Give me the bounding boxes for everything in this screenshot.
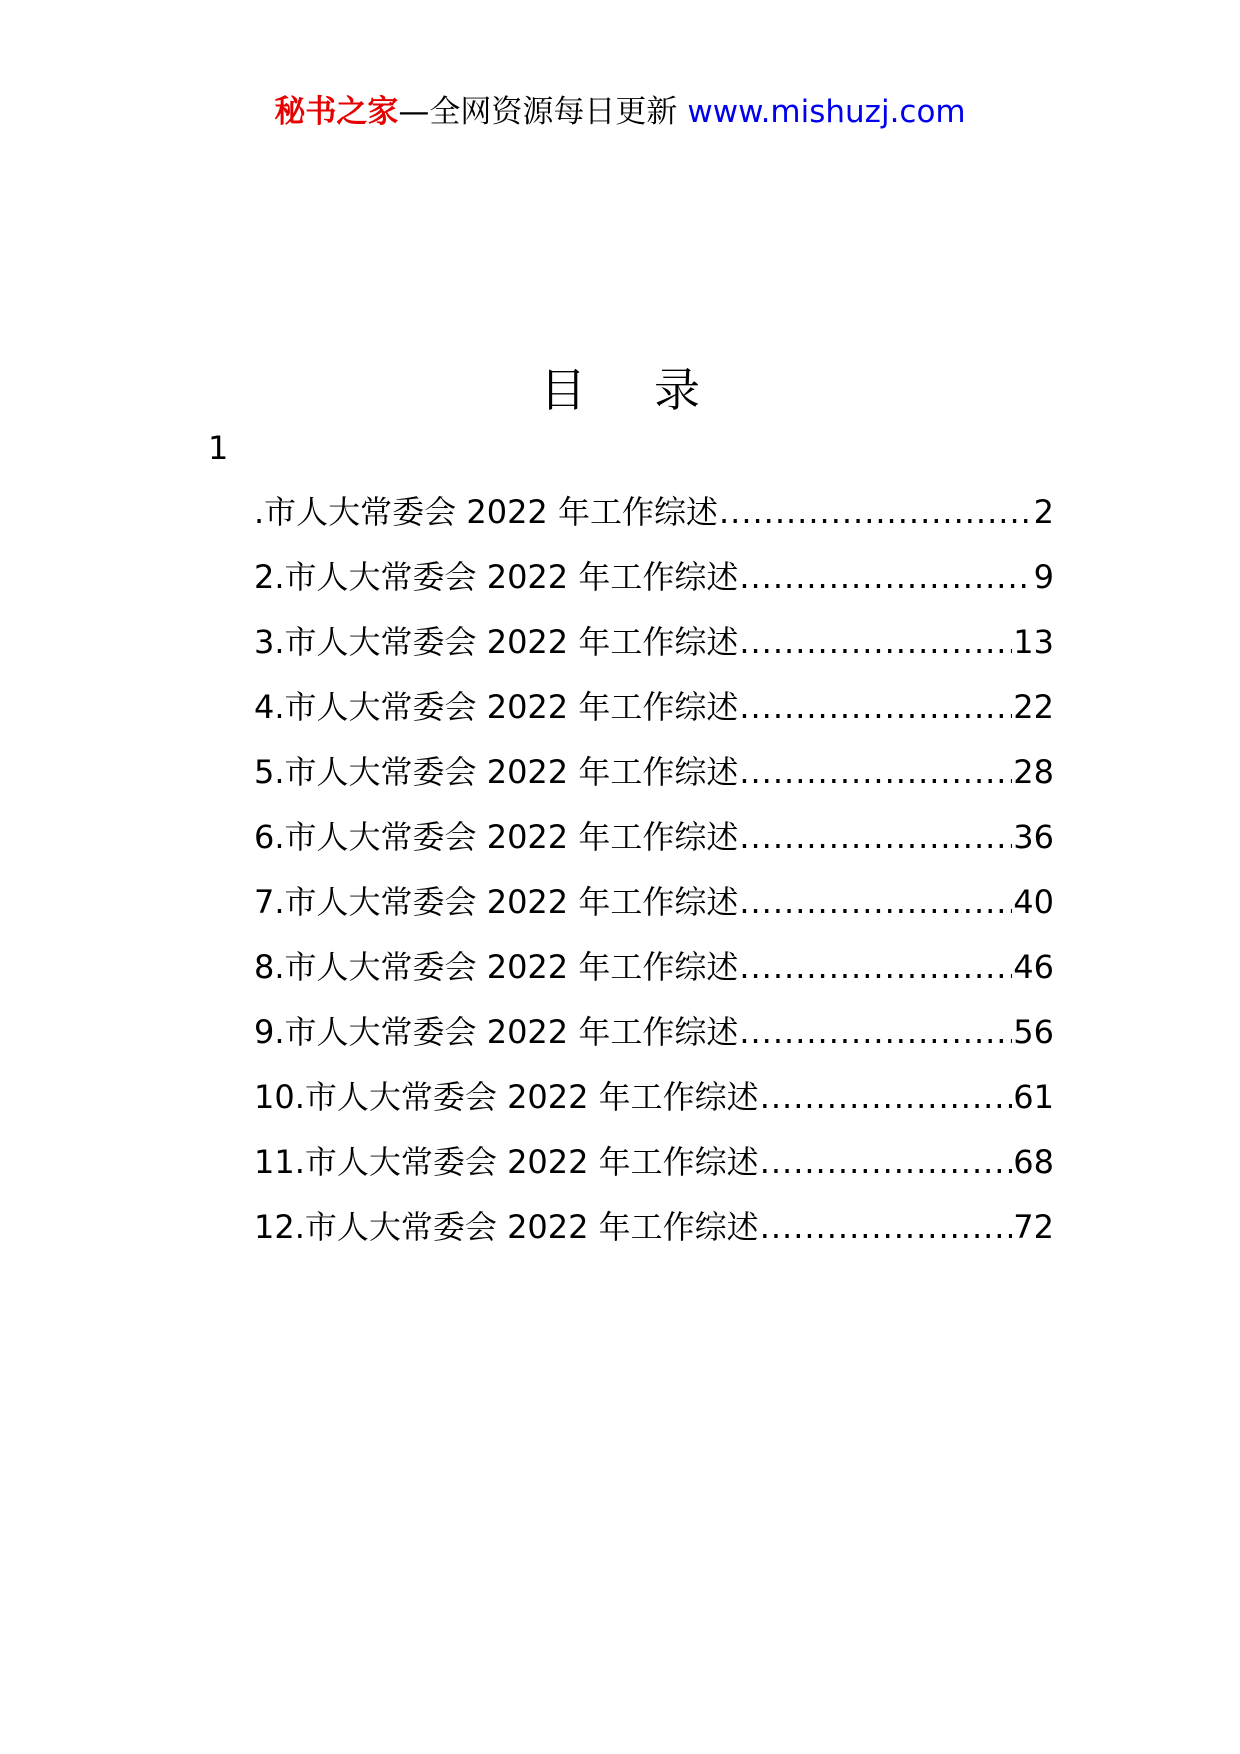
- toc-item-label: 12.市人大常委会 2022 年工作综述: [254, 1208, 759, 1246]
- toc-item-page: 9: [1033, 558, 1054, 596]
- toc-title-part1: 目: [540, 363, 586, 417]
- toc-item-page: 40: [1013, 883, 1054, 921]
- toc-item-label: 2.市人大常委会 2022 年工作综述: [254, 558, 739, 596]
- toc-item-leader: [739, 687, 1012, 727]
- toc-item[interactable]: [254, 817, 1054, 882]
- toc-item-leader: [760, 1077, 1013, 1117]
- toc-item-label: 9.市人大常委会 2022 年工作综述: [254, 1013, 739, 1051]
- toc-item-page: 68: [1013, 1143, 1054, 1181]
- site-url-link[interactable]: www.mishuzj.com: [687, 94, 966, 130]
- toc-item-label: .市人大常委会 2022 年工作综述: [254, 493, 718, 531]
- toc-item-leader: [739, 1012, 1012, 1052]
- toc-item-leader: [739, 947, 1012, 987]
- toc-list: [254, 492, 1054, 1272]
- toc-item[interactable]: [254, 492, 1054, 557]
- toc-item-page: 36: [1013, 818, 1054, 856]
- toc-item-leader: [739, 752, 1012, 792]
- toc-item-leader: [739, 622, 1012, 662]
- toc-item-leader: [719, 492, 1033, 532]
- toc-item-leader: [760, 1142, 1013, 1182]
- toc-item-page: 46: [1013, 948, 1054, 986]
- toc-item-leader: [739, 557, 1032, 597]
- toc-item[interactable]: [254, 622, 1054, 687]
- toc-item-label: 5.市人大常委会 2022 年工作综述: [254, 753, 739, 791]
- toc-item-label: 8.市人大常委会 2022 年工作综述: [254, 948, 739, 986]
- toc-item-label: 10.市人大常委会 2022 年工作综述: [254, 1078, 759, 1116]
- header-tagline: —全网资源每日更新: [398, 94, 678, 130]
- toc-item[interactable]: [254, 557, 1054, 622]
- toc-item-leader: [760, 1207, 1013, 1247]
- toc-item-page: 22: [1013, 688, 1054, 726]
- toc-title-part2: 录: [654, 363, 700, 417]
- toc-item[interactable]: [254, 752, 1054, 817]
- toc-item[interactable]: [254, 1012, 1054, 1077]
- toc-item-leader: [739, 882, 1012, 922]
- toc-item-page: 56: [1013, 1013, 1054, 1051]
- toc-item[interactable]: [254, 687, 1054, 752]
- toc-title: [0, 360, 1240, 420]
- toc-item-label: 7.市人大常委会 2022 年工作综述: [254, 883, 739, 921]
- toc-item-label: 6.市人大常委会 2022 年工作综述: [254, 818, 739, 856]
- toc-item-leader: [739, 817, 1012, 857]
- toc-stray-number: 1: [208, 429, 229, 467]
- toc-item-label: 11.市人大常委会 2022 年工作综述: [254, 1143, 759, 1181]
- toc-item[interactable]: [254, 947, 1054, 1012]
- brand-name: 秘书之家: [274, 94, 399, 130]
- toc-item-page: 13: [1013, 623, 1054, 661]
- toc-item[interactable]: [254, 1207, 1054, 1272]
- toc-item-page: 72: [1013, 1208, 1054, 1246]
- toc-item-page: 2: [1033, 493, 1054, 531]
- toc-item[interactable]: [254, 1142, 1054, 1207]
- toc-item[interactable]: [254, 882, 1054, 947]
- toc-item[interactable]: [254, 1077, 1054, 1142]
- toc-item-page: 61: [1013, 1078, 1054, 1116]
- toc-item-label: 3.市人大常委会 2022 年工作综述: [254, 623, 739, 661]
- toc-item-page: 28: [1013, 753, 1054, 791]
- toc-item-label: 4.市人大常委会 2022 年工作综述: [254, 688, 739, 726]
- page-header: [0, 92, 1240, 132]
